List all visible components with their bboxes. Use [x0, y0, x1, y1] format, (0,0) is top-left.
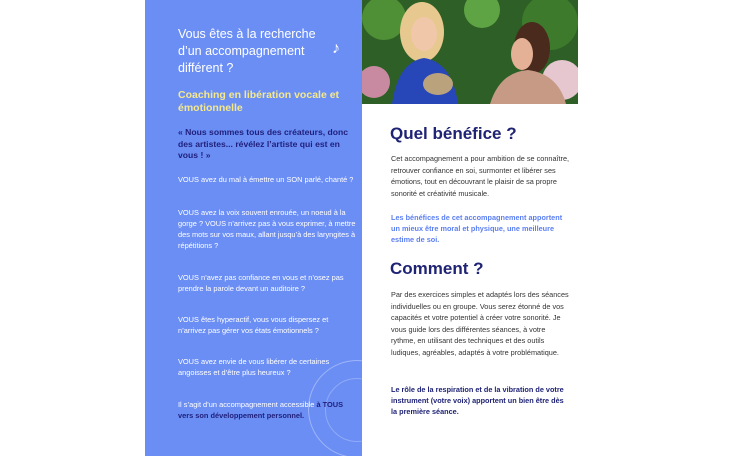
how-bold-text: Le rôle de la respiration et de la vibration de votre instrument (votre voix) apportent un bien être dès la première séance. — [391, 385, 564, 416]
intro-question: Vous êtes à la recherche d’un accompagnement différent ? — [178, 27, 316, 75]
how-text: Par des exercices simples et adaptés lors des séances individuelles ou en groupe. Vous serez étonné de vos capacités et votre potentiel à créer votre sonorité. Je vous guide lors des différentes séances, à votre rythme, en utilisant des techniques et des outils ludiques, agréables, adaptés à votre problématique. — [391, 290, 569, 357]
final-text: Il s’agit d’un accompagnement accessible — [178, 400, 317, 409]
question-paragraph: VOUS avez la voix souvent enrouée, un noeud à la gorge ? VOUS n’arrivez pas à vous exprimer, à mettre des mots sur vos maux, allant jusqu’à des laryngites à répétitions ? — [178, 208, 356, 250]
music-note-icon: ♪ — [332, 40, 340, 57]
final-bold-text: à TOUS vers son développement personnel. — [178, 400, 344, 420]
quote: « Nous sommes tous des créateurs, donc des artistes... révélez l’artiste qui est en vous ! » — [178, 127, 349, 160]
header-photo — [362, 0, 578, 104]
question-paragraph: VOUS avez envie de vous libérer de certaines angoisses et d’être plus heureux ? — [178, 357, 330, 377]
question-paragraph: VOUS avez du mal à émettre un SON parlé, chanté ? — [178, 175, 354, 184]
coaching-title: Coaching en libération vocale et émotionnelle — [178, 89, 340, 114]
final-statement — [178, 399, 358, 421]
question-paragraph: VOUS n’avez pas confiance en vous et n’osez pas prendre la parole devant un auditoire ? — [178, 273, 344, 293]
benefit-text: Cet accompagnement a pour ambition de se connaître, retrouver confiance en soi, surmonter et libérer ses émotions, tout en découvrant le plaisir de sa propre sonorité et créativité musicale. — [391, 154, 570, 198]
benefit-highlight: Les bénéfices de cet accompagnement apportent un mieux être moral et physique, une meilleure estime de soi. — [391, 213, 563, 244]
question-paragraph: VOUS êtes hyperactif, vous vous dispersez et n’arrivez pas gérer vos états émotionnels ? — [178, 315, 329, 335]
photo-illustration — [362, 0, 578, 104]
how-heading: Comment ? — [390, 259, 484, 278]
benefit-heading: Quel bénéfice ? — [390, 124, 517, 143]
